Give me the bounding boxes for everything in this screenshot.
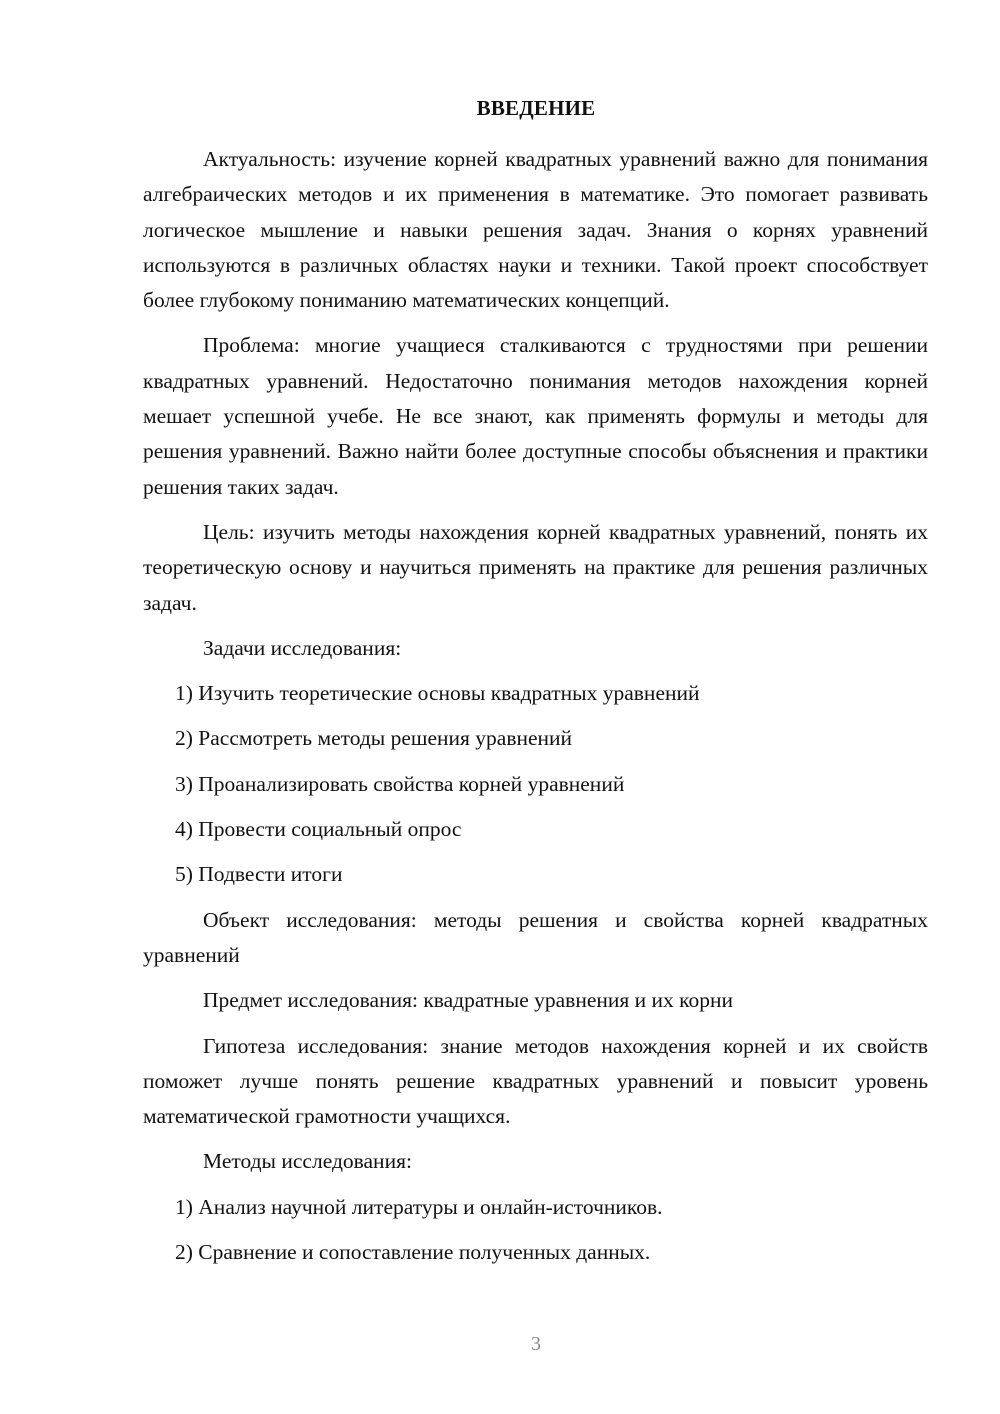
method-item-1: 1) Анализ научной литературы и онлайн-источников. [175, 1194, 663, 1219]
page-title: ВВЕДЕНИЕ [476, 96, 596, 120]
paragraph-problem: Проблема: многие учащиеся сталкиваются с трудностями при решении квадратных уравнений. Недостаточно понимания методов нахождения корней мешает успешной учебе. Не все знают, как применять формулы и методы для решения уравнений. Важно найти более доступные способы объяснения и практики решения таких задач. [143, 333, 928, 499]
page-number: 3 [531, 1333, 541, 1355]
paragraph-goal: Цель: изучить методы нахождения корней квадратных уравнений, понять их теоретическую основу и научиться применять на практике для решения различных задач. [143, 519, 928, 615]
paragraph-hypothesis: Гипотеза исследования: знание методов нахождения корней и их свойств поможет лучше понять решение квадратных уравнений и повысит уровень математической грамотности учащихся. [143, 1033, 928, 1129]
paragraph-relevance: Актуальность: изучение корней квадратных уравнений важно для понимания алгебраических методов и их применения в математике. Это помогает развивать логическое мышление и навыки решения задач. Знания о корнях уравнений используются в различных областях науки и техники. Такой проект способствует более глубокому пониманию математических концепций. [143, 147, 928, 313]
task-item-5: 5) Подвести итоги [175, 862, 343, 887]
methods-heading: Методы исследования: [203, 1149, 412, 1174]
document-body [143, 142, 928, 1280]
task-item-1: 1) Изучить теоретические основы квадратных уравнений [175, 681, 700, 706]
paragraph-subject: Предмет исследования: квадратные уравнения и их корни [203, 988, 734, 1013]
task-item-4: 4) Провести социальный опрос [175, 817, 462, 842]
tasks-heading: Задачи исследования: [203, 635, 402, 660]
paragraph-object: Объект исследования: методы решения и свойства корней квадратных уравнений [143, 907, 928, 967]
task-item-3: 3) Проанализировать свойства корней уравнений [175, 771, 625, 796]
method-item-2: 2) Сравнение и сопоставление полученных данных. [175, 1240, 651, 1265]
task-item-2: 2) Рассмотреть методы решения уравнений [175, 726, 573, 751]
